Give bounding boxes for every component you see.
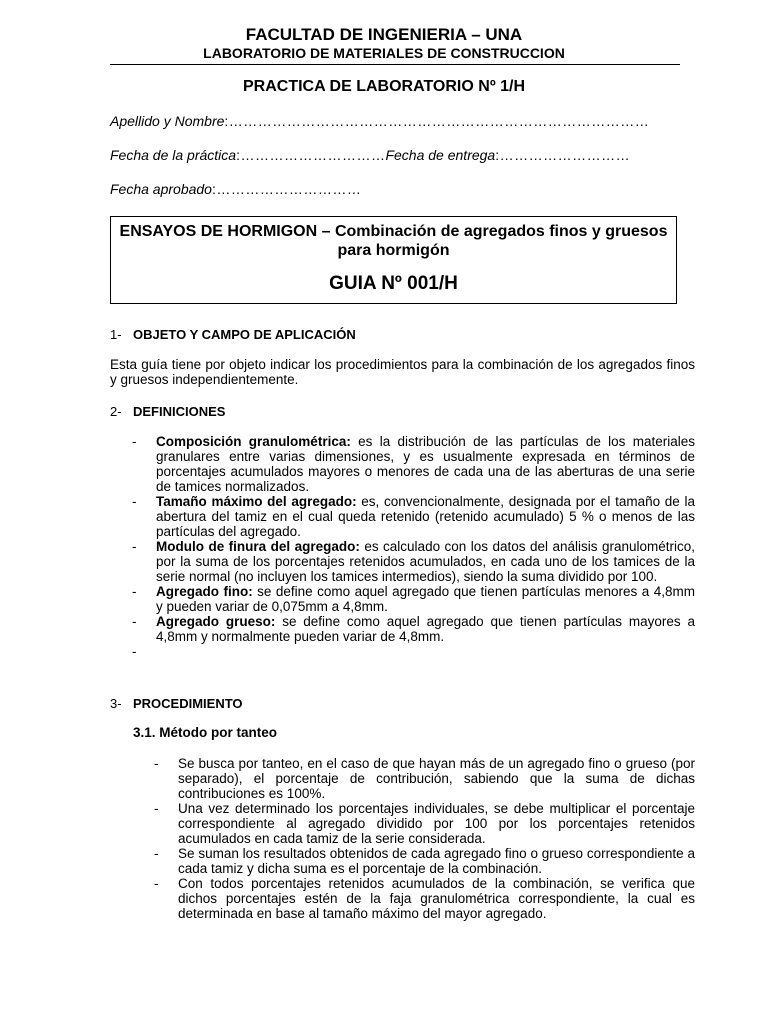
definition-text: se define como aquel agregado que tienen partículas mayores a 4,8mm y normalmente pueden variar de 4,8mm. [156, 614, 695, 644]
bullet-dash: - [132, 614, 137, 629]
name-dots: :…………………………………………………………………………… [224, 113, 650, 129]
delivery-date-dots: :……………………… [495, 147, 631, 163]
bullet-dash: - [154, 876, 159, 891]
section-1-number: 1- [110, 327, 122, 342]
procedure-text: Con todos porcentajes retenidos acumulados de la combinación, se verifica que dichos porcentajes estén de la faja granulométrica correspondiente, la cual es determinada en base al tamaño máximo del mayor agregado. [178, 876, 695, 921]
practice-heading: PRACTICA DE LABORATORIO Nº 1/H [243, 78, 525, 95]
approved-date-field [110, 181, 361, 198]
bullet-dash: - [132, 539, 137, 554]
delivery-date-label: Fecha de entrega [385, 147, 496, 163]
header-rule [110, 64, 680, 65]
test-title: ENSAYOS DE HORMIGON – Combinación de agregados finos y gruesos para hormigón [119, 223, 668, 259]
bullet-dash: - [132, 644, 137, 659]
procedure-item [133, 876, 695, 921]
definition-item [110, 614, 695, 644]
bullet-dash: - [154, 846, 159, 861]
definition-item-empty [110, 644, 695, 659]
bullet-dash: - [154, 801, 159, 816]
title-box [110, 216, 677, 304]
approved-date-dots: :………………………… [211, 181, 362, 197]
section-1-heading [110, 327, 356, 342]
definition-term: Modulo de finura del agregado: [156, 539, 360, 554]
definition-term: Agregado fino: [156, 584, 253, 599]
guide-number: GUIA Nº 001/H [329, 273, 458, 294]
section-1-title: OBJETO Y CAMPO DE APLICACIÓN [133, 327, 356, 342]
faculty-heading: FACULTAD DE INGENIERIA – UNA [245, 25, 523, 44]
practice-date-label: Fecha de la práctica [110, 147, 237, 163]
definition-text: es, convencionalmente, designada por el tamaño de la abertura del tamiz en el cual queda retenido (retenido acumulado) 5 % o menos de las partículas del agregado. [156, 494, 696, 539]
section-1-text: Esta guía tiene por objeto indicar los procedimientos para la combinación de los agregados finos y gruesos independientemente. [110, 357, 695, 387]
definition-item [110, 434, 695, 494]
procedure-text: Una vez determinado los porcentajes individuales, se debe multiplicar el porcentaje correspondiente al agregado dividido por 100 por los porcentajes retenidos acumulados en cada tamiz de la serie considerada. [178, 801, 695, 846]
procedure-item [133, 801, 695, 846]
bullet-dash: - [132, 434, 137, 449]
definition-text: es calculado con los datos del análisis granulométrico, por la suma de los porcentajes retenidos acumulados, en cada uno de los tamices de la serie normal (no incluyen los tamices intermedios), siendo la suma dividido por 100. [156, 539, 695, 584]
definition-item [110, 539, 695, 584]
definition-term: Agregado grueso: [156, 614, 276, 629]
bullet-dash: - [132, 494, 137, 509]
section-2-heading [110, 404, 225, 419]
section-3-heading [110, 696, 243, 711]
procedure-text: Se busca por tanteo, en el caso de que hayan más de un agregado fino o grueso (por separado), el porcentaje de contribución, sabiendo que la suma de dichas contribuciones es 100%. [178, 756, 695, 801]
name-field [110, 113, 649, 130]
section-2-number: 2- [110, 404, 122, 419]
bullet-dash: - [154, 756, 159, 771]
definition-item [110, 584, 695, 614]
section-3-number: 3- [110, 696, 122, 711]
dates-field [110, 147, 630, 164]
name-label: Apellido y Nombre [110, 113, 225, 129]
procedure-item [133, 846, 695, 876]
approved-date-label: Fecha aprobado [110, 181, 212, 197]
definition-term: Composición granulométrica: [156, 434, 351, 449]
subsection-3-1-title: 3.1. Método por tanteo [133, 725, 278, 740]
procedure-item [133, 756, 695, 801]
procedure-text: Se suman los resultados obtenidos de cada agregado fino o grueso correspondiente a cada tamiz y dicha suma es el porcentaje de la combinación. [178, 846, 695, 876]
practice-date-dots: :………………………… [236, 147, 386, 163]
definition-text: es la distribución de las partículas de los materiales granulares entre varias dimensiones, y es usualmente expresada en términos de porcentajes acumulados mayores o menores de cada una de las aberturas de una serie de tamices normalizados. [156, 434, 696, 494]
definition-text: se define como aquel agregado que tienen partículas menores a 4,8mm y pueden variar de 0,075mm a 4,8mm. [156, 584, 695, 614]
section-2-title: DEFINICIONES [133, 404, 226, 419]
bullet-dash: - [132, 584, 137, 599]
definition-term: Tamaño máximo del agregado: [156, 494, 357, 509]
definitions-list [110, 434, 695, 659]
section-3-title: PROCEDIMIENTO [133, 696, 243, 711]
procedure-list [133, 756, 695, 921]
laboratory-heading: LABORATORIO DE MATERIALES DE CONSTRUCCION [203, 45, 565, 61]
definition-item [110, 494, 695, 539]
